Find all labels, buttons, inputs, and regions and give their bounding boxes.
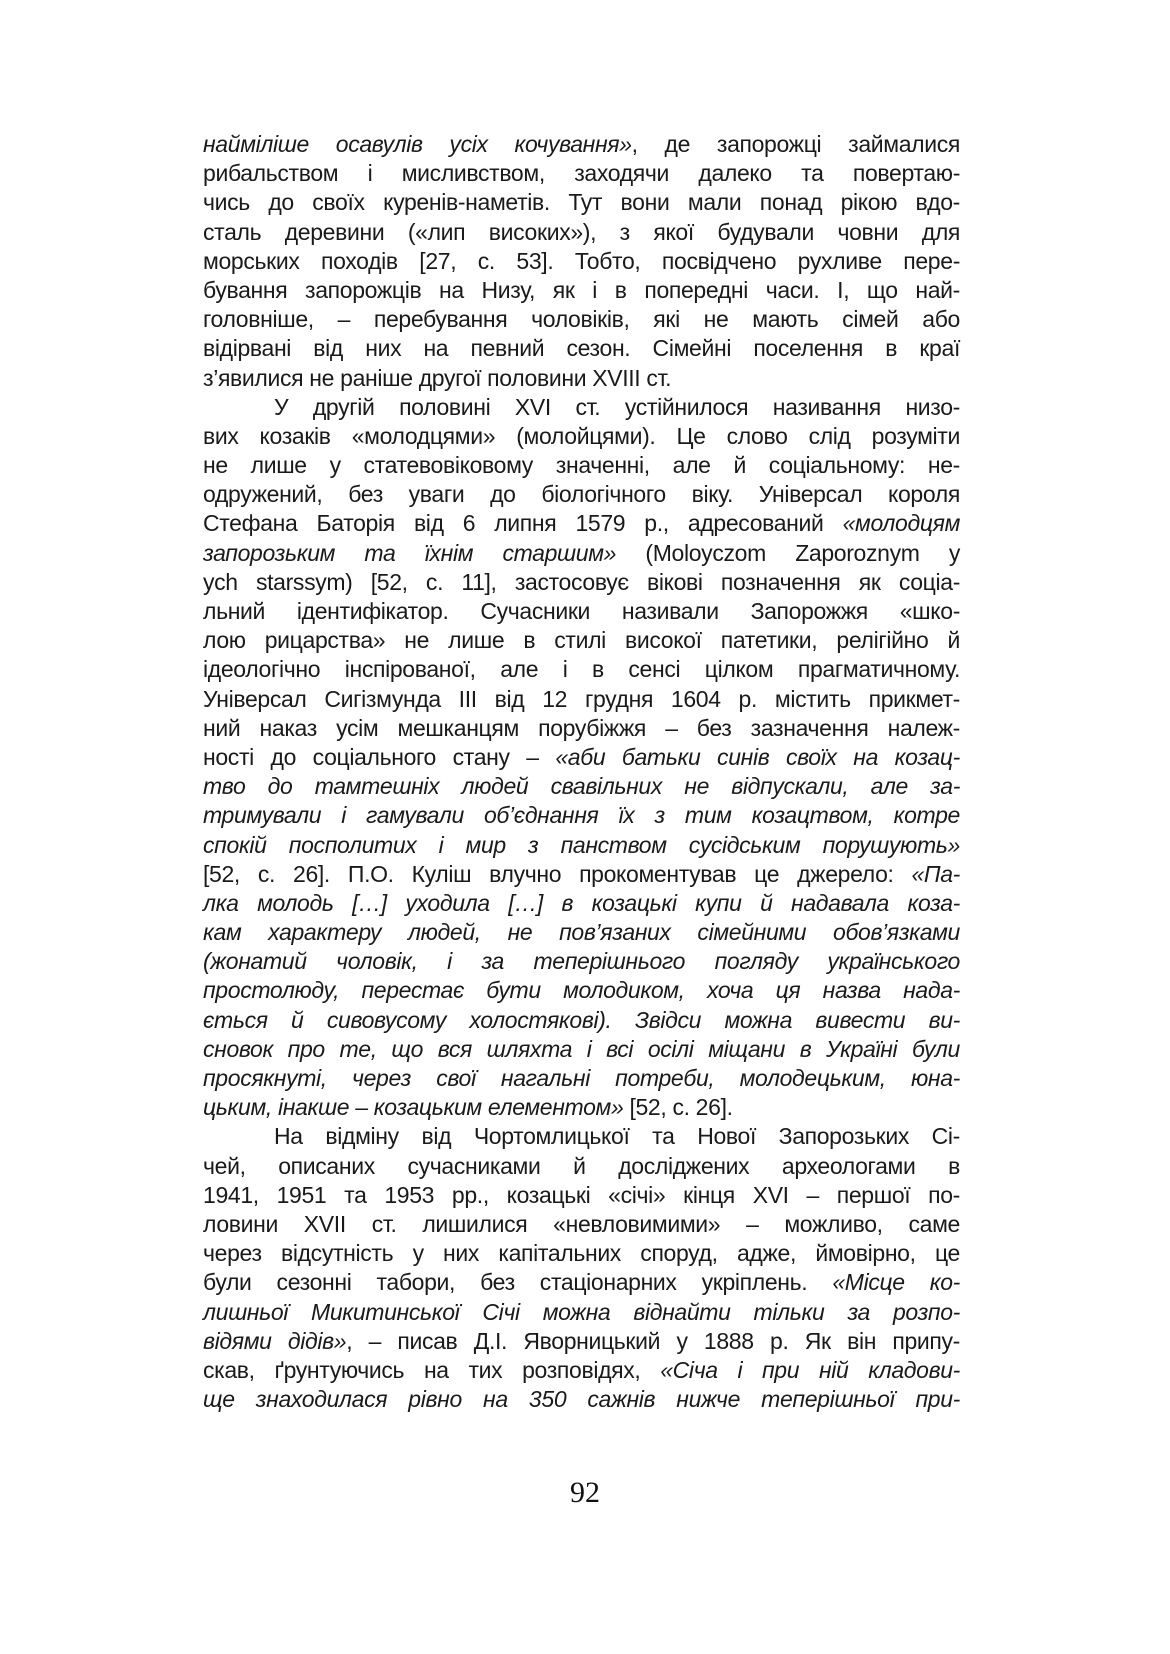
text-line <box>203 597 960 626</box>
text-line <box>203 276 960 305</box>
text-line <box>203 188 960 217</box>
italic-quote: відями дідів» <box>203 1327 347 1354</box>
text-run: ідеологічно інспірованої, але і в сенсі цілком прагматичному. <box>203 656 960 683</box>
text-run: , де запорожці займалися <box>631 131 960 157</box>
text-line <box>203 393 960 422</box>
text-line <box>203 976 960 1005</box>
text-line <box>203 1122 960 1151</box>
italic-quote: «молодцям <box>842 510 960 537</box>
text-run: льний ідентифікатор. Сучасники називали Запорожжя «шко- <box>203 598 960 624</box>
text-run: У другій половині XVI ст. устійнилося називання низо- <box>274 393 960 420</box>
text-line <box>203 334 960 363</box>
text-line <box>203 1239 960 1268</box>
italic-quote: лишньої Микитинської Січі можна віднайти тільки за розпо- <box>203 1298 960 1325</box>
italic-quote: «Місце ко- <box>832 1269 960 1296</box>
italic-quote: цьким, інакше – козацьким елементом» <box>203 1094 624 1121</box>
italic-quote: «Па- <box>911 860 960 887</box>
text-run: сталь деревини («лип високих»), з якої будували човни для <box>203 218 960 245</box>
text-run: головніше, – перебування чоловіків, які не мають сімей або <box>203 306 960 333</box>
text-run: рибальством і мисливством, заходячи далеко та повертаю- <box>203 160 960 187</box>
text-line <box>203 743 960 772</box>
text-run: не лише у статевовіковому значенні, але й соціальному: не- <box>203 452 960 479</box>
italic-quote: спокій посполитих і мир з панством сусідським порушують» <box>203 831 960 858</box>
text-run: 1941, 1951 та 1953 рр., козацькі «січі» кінця XVI – першої по- <box>203 1181 960 1208</box>
text-run: ності до соціального стану – <box>203 743 556 770</box>
text-line <box>203 1064 960 1093</box>
text-run: [52, с. 26]. П.О. Куліш влучно прокоментував це джерело: <box>203 860 912 887</box>
text-run: вих козаків «молодцями» (молойцями). Це слово слід розуміти <box>203 422 960 449</box>
text-line <box>203 860 960 889</box>
italic-quote: «Січа і при ній кладови- <box>660 1356 960 1383</box>
text-line <box>203 568 960 597</box>
text-line <box>203 130 960 159</box>
body-text <box>203 130 960 1414</box>
italic-quote: просякнуті, через свої нагальні потреби, молодецьким, юна- <box>203 1065 960 1091</box>
italic-quote: «аби батьки синів своїх на козац- <box>555 743 960 770</box>
text-line <box>203 655 960 684</box>
text-line <box>203 685 960 714</box>
italic-quote: сновок про те, що вся шляхта і всі осілі міщани в Україні були <box>203 1035 960 1062</box>
text-run: лою рицарства» не лише в стилі високої патетики, релігійно й <box>203 627 960 654</box>
italic-quote: лка молодь […] уходила […] в козацькі купи й надавала коза- <box>203 889 960 916</box>
text-line <box>203 364 960 393</box>
text-run: На відміну від Чортомлицької та Нової Запорозьких Сі- <box>274 1123 960 1150</box>
text-run: ych starssym) [52, с. 11], застосовує вікові позначення як соціа- <box>203 568 960 595</box>
italic-quote: ється й сивовусому холостякові). Звідси можна вивести ви- <box>203 1006 960 1033</box>
text-line <box>203 1298 960 1327</box>
text-line <box>203 451 960 480</box>
text-run: морських походів [27, с. 53]. Тобто, посвідчено рухливе пере- <box>203 247 960 274</box>
italic-quote: кам характеру людей, не пов’язаних сімейними обов’язками <box>203 919 960 946</box>
text-line <box>203 801 960 830</box>
text-run: [52, с. 26]. <box>623 1094 733 1121</box>
text-line <box>203 480 960 509</box>
text-line <box>203 1152 960 1181</box>
text-run: (Moloyczom Zaporoznym y <box>616 539 961 566</box>
text-run: скав, ґрунтуючись на тих розповідях, <box>203 1356 661 1383</box>
text-line <box>203 947 960 976</box>
italic-quote: запорозьким та їхнім старшим» <box>203 539 617 566</box>
text-run: чись до своїх куренів-наметів. Тут вони мали понад рікою вдо- <box>203 189 960 216</box>
text-line <box>203 305 960 334</box>
text-run: одружений, без уваги до біологічного віку. Універсал короля <box>203 481 960 508</box>
text-line <box>203 918 960 947</box>
text-line <box>203 831 960 860</box>
italic-quote: найміліше осавулів усіх кочування» <box>203 131 632 157</box>
italic-quote: ще знаходилася рівно на 350 сажнів нижче теперішньої при- <box>203 1386 960 1413</box>
text-run: бування запорожців на Низу, як і в попередні часи. І, що най- <box>203 276 960 303</box>
text-run: Стефана Баторія від 6 липня 1579 р., адресований <box>203 510 843 537</box>
text-line <box>203 1268 960 1297</box>
text-run: Універсал Сигізмунда III від 12 грудня 1604 р. містить прикмет- <box>203 685 960 712</box>
text-run: ний наказ усім мешканцям порубіжжя – без зазначення належ- <box>203 714 960 741</box>
text-run: з’явилися не раніше другої половини XVIII ст. <box>203 364 672 391</box>
italic-quote: тво до тамтешніх людей свавільних не відпускали, але за- <box>203 773 960 800</box>
text-line <box>203 889 960 918</box>
text-line <box>203 772 960 801</box>
text-line <box>203 714 960 743</box>
text-run: відірвані від них на певний сезон. Сімейні поселення в краї <box>203 335 960 362</box>
text-line <box>203 1356 960 1385</box>
page-number: 92 <box>570 1476 600 1509</box>
text-run: через відсутність у них капітальних споруд, адже, ймовірно, це <box>203 1240 960 1267</box>
text-line <box>203 218 960 247</box>
text-line <box>203 1210 960 1239</box>
text-run: чей, описаних сучасниками й досліджених археологами в <box>203 1152 960 1179</box>
text-line <box>203 1327 960 1356</box>
text-line <box>203 509 960 538</box>
text-line <box>203 1035 960 1064</box>
text-line <box>203 1181 960 1210</box>
text-line <box>203 1385 960 1414</box>
text-run: були сезонні табори, без стаціонарних укріплень. <box>203 1269 833 1296</box>
italic-quote: простолюду, перестає бути молодиком, хоча ця назва нада- <box>203 977 960 1004</box>
text-line <box>203 247 960 276</box>
italic-quote: тримували і гамували об’єднання їх з тим козацтвом, котре <box>203 802 960 829</box>
text-line <box>203 1006 960 1035</box>
text-line <box>203 539 960 568</box>
text-run: ловини XVII ст. лишилися «невловимими» – можливо, саме <box>203 1210 960 1237</box>
text-run: , – писав Д.І. Яворницький у 1888 р. Як він припу- <box>346 1327 960 1354</box>
text-line <box>203 159 960 188</box>
italic-quote: (жонатий чоловік, і за теперішнього погляду українського <box>203 948 960 975</box>
text-line <box>203 422 960 451</box>
text-line <box>203 626 960 655</box>
text-line <box>203 1093 960 1122</box>
